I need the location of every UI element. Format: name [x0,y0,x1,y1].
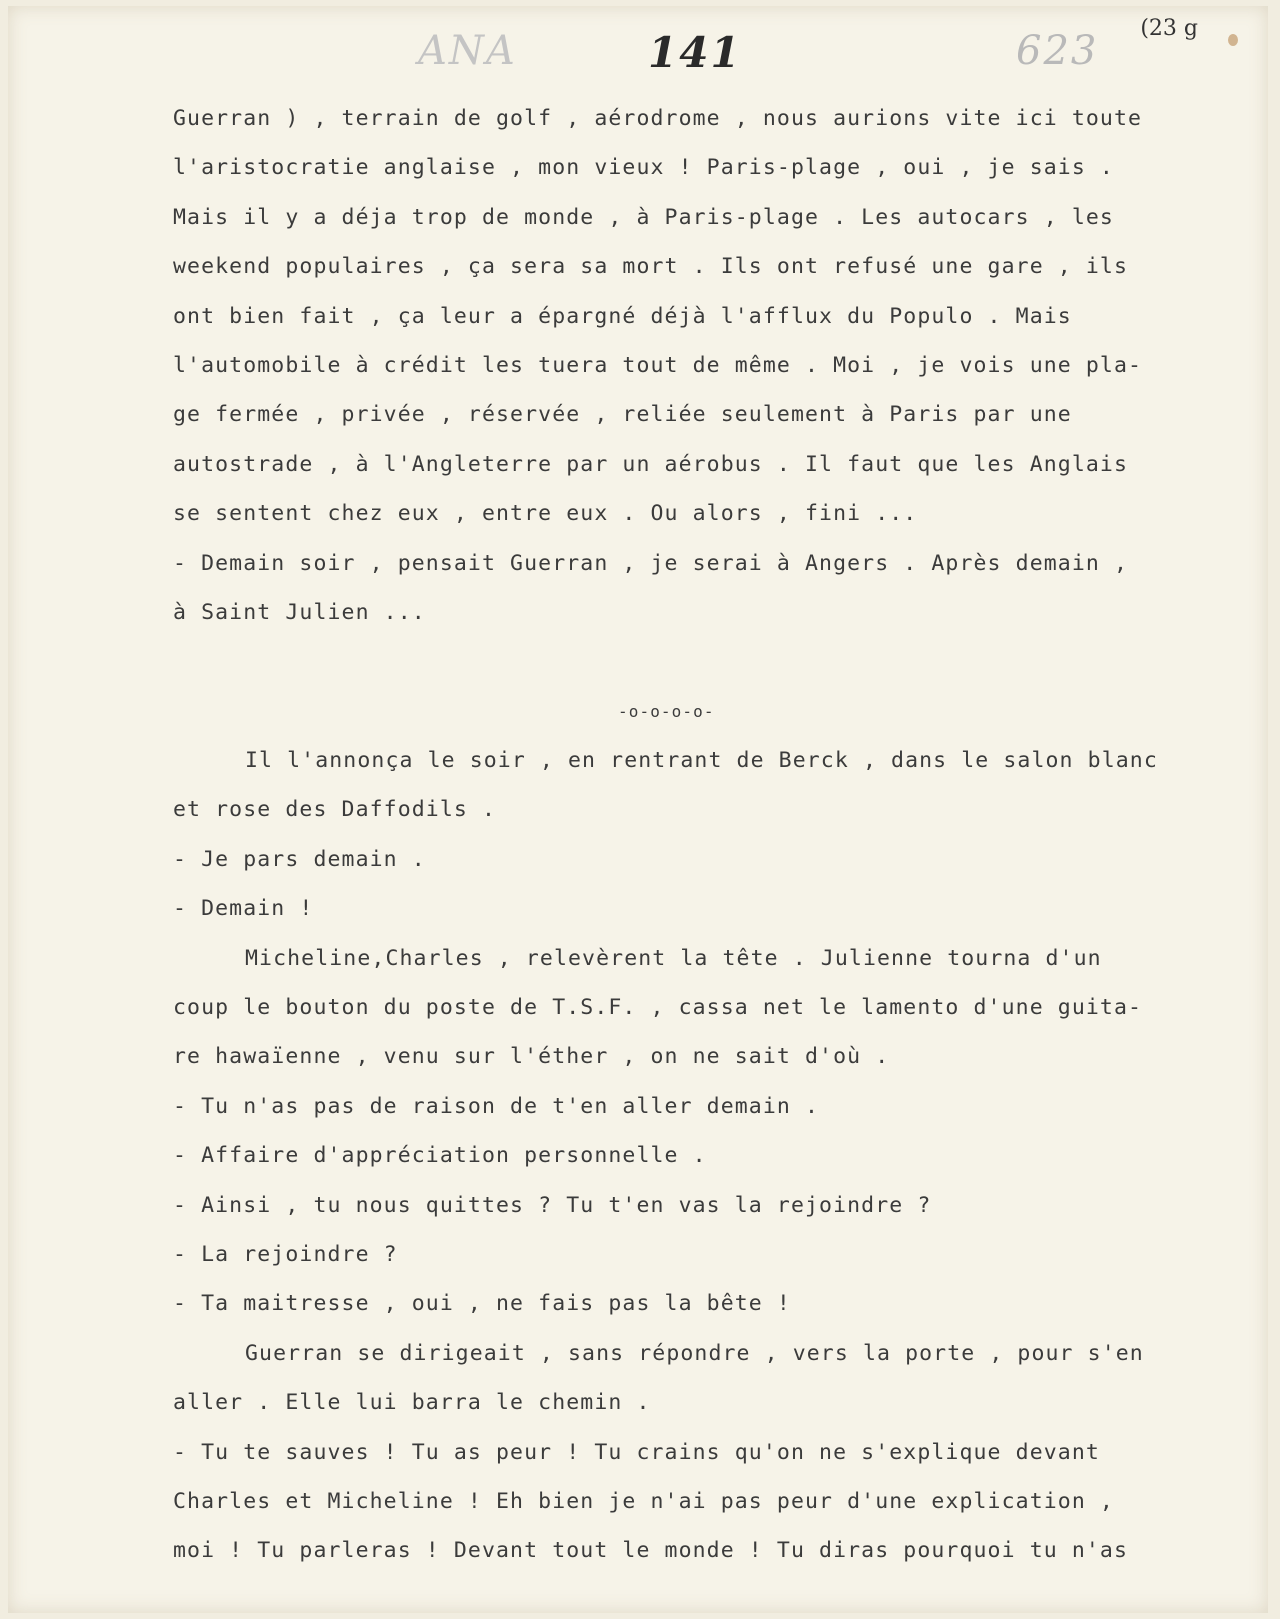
text-line: ge fermée , privée , réservée , reliée seulement à Paris par une [173,402,1072,428]
text-line: Mais il y a déja trop de monde , à Paris-plage . Les autocars , les [173,204,1114,230]
text-line: Micheline,Charles , relevèrent la tête . Julienne tourna d'un [245,945,1102,971]
text-line: autostrade , à l'Angleterre par un aérobus . Il faut que les Anglais [173,451,1128,477]
dialogue-line: - Ta maitresse , oui , ne fais pas la bête ! [173,1291,791,1317]
dialogue-line: - La rejoindre ? [173,1241,398,1267]
text-line: l'aristocratie anglaise , mon vieux ! Paris-plage , oui , je sais . [173,155,1114,181]
corner-note: (23 g [1140,16,1198,41]
dialogue-line: - Demain ! [173,896,314,922]
handwritten-mark-right: 623 [1016,28,1099,74]
text-line: Guerran se dirigeait , sans répondre , vers la porte , pour s'en [245,1340,1144,1366]
page-number: 141 [648,28,742,77]
text-line: moi ! Tu parleras ! Devant tout le monde ! Tu diras pourquoi tu n'as [173,1538,1128,1564]
section-separator: -o-o-o-o- [618,701,715,721]
text-line: coup le bouton du poste de T.S.F. , cassa net le lamento d'une guita- [173,995,1143,1021]
text-line: l'automobile à crédit les tuera tout de même . Moi , je vois une pla- [173,352,1143,378]
dialogue-line: - Tu te sauves ! Tu as peur ! Tu crains qu'on ne s'explique devant [173,1439,1100,1465]
text-line: se sentent chez eux , entre eux . Ou alors , fini ... [173,501,918,527]
text-line: ont bien fait , ça leur a épargné déjà l'afflux du Populo . Mais [173,303,1072,329]
body-text [173,104,1243,1586]
typed-page [8,6,1268,1613]
text-line: et rose des Daffodils . [173,797,497,823]
text-line: Il l'annonça le soir , en rentrant de Berck , dans le salon blanc [245,748,1158,774]
stain [1228,34,1238,46]
text-line: aller . Elle lui barra le chemin . [173,1390,651,1416]
text-line: re hawaïenne , venu sur l'éther , on ne sait d'où . [173,1044,890,1070]
text-line: weekend populaires , ça sera sa mort . Ils ont refusé une gare , ils [173,254,1128,280]
dialogue-line: - Affaire d'appréciation personnelle . [173,1143,707,1169]
dialogue-line: - Tu n'as pas de raison de t'en aller demain . [173,1093,820,1119]
dialogue-line: - Je pars demain . [173,846,426,872]
handwritten-mark-left: ANA [418,28,517,74]
blank-line [173,647,1243,696]
text-line: Guerran ) , terrain de golf , aérodrome , nous aurions vite ici toute [173,106,1143,131]
text-line: Charles et Micheline ! Eh bien je n'ai pas peur d'une explication , [173,1488,1114,1514]
text-line: - Demain soir , pensait Guerran , je serai à Angers . Après demain , [173,550,1128,576]
text-line: à Saint Julien ... [173,599,426,625]
dialogue-line: - Ainsi , tu nous quittes ? Tu t'en vas la rejoindre ? [173,1192,932,1218]
